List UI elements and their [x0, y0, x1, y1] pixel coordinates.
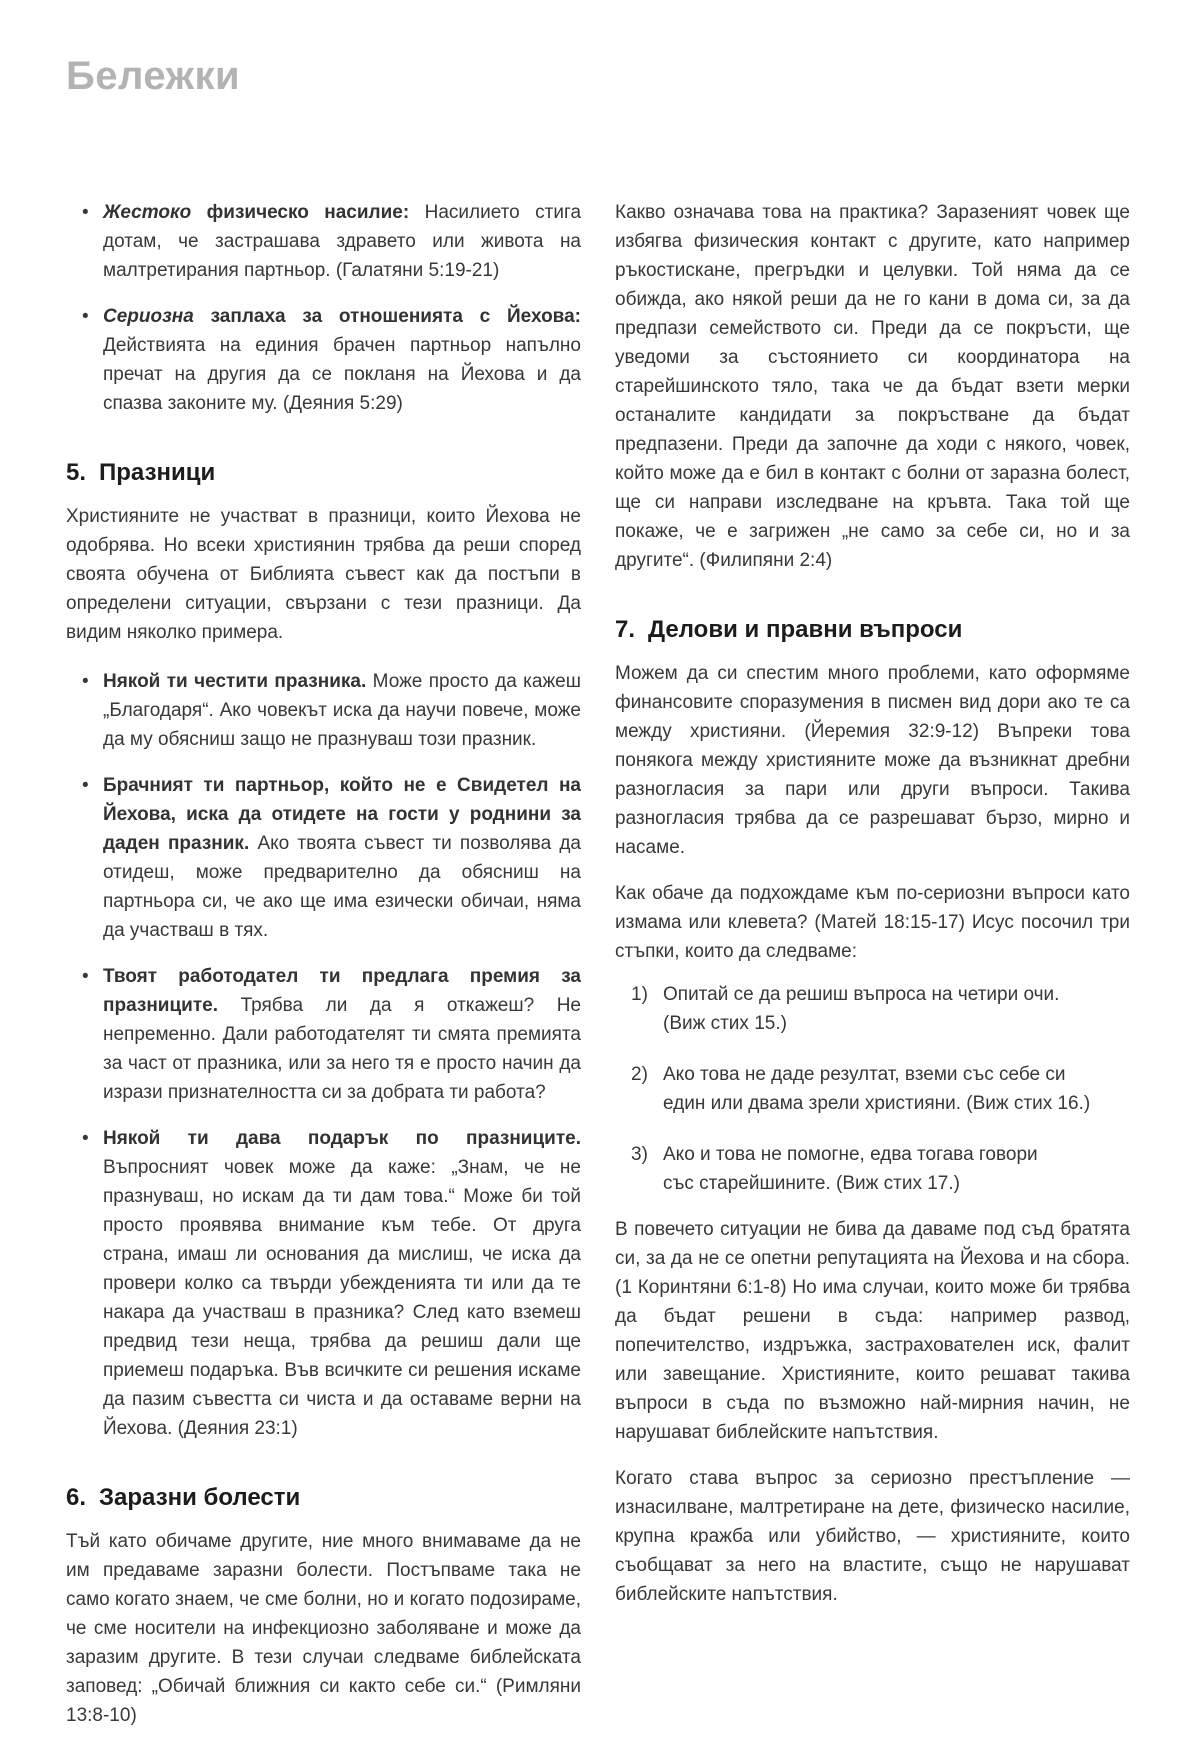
step-text — [663, 1140, 1130, 1198]
bullet-icon: • — [82, 966, 89, 987]
step-line: Ако това не даде резултат, вземи със себе си — [663, 1064, 1066, 1085]
section-title: Празници — [99, 459, 216, 486]
section-6-heading — [66, 1483, 581, 1513]
section-number: 6. — [66, 1484, 87, 1511]
step-number: 2) — [631, 1064, 648, 1085]
section-7-paragraph-1: Можем да си спестим много проблеми, като оформяме финансовите споразумения в писмен вид дори ако те са между християни. (Йеремия 32:9-12) Въпреки това понякога между християните може да възникнат дребни разногласия за пари или други въпроси. Такива разногласия трябва да се разрешават бързо, мирно и насаме. — [615, 663, 1130, 858]
bullet-text: Действията на единия брачен партньор напълно пречат на другия да се покланя на Йехова и да спазва законите му. (Деяния 5:29) — [103, 335, 581, 414]
bullet-lead-bold: Твоят работодател ти предлага премия за празниците. — [103, 966, 581, 1016]
step-line: Ако и това не помогне, едва тогава говори — [663, 1144, 1038, 1165]
contagion-practice-paragraph: Какво означава това на практика? Заразеният човек ще избягва физическия контакт с другите, като например ръкостискане, прегръдки и целувки. Той няма да се обижда, ако някой реши да не го кани в дома си, за да предпази семейството си. Преди да се покръсти, ще уведоми за състоянието си координатора на старейшинското тяло, така че да бъдат взети мерки останалите кандидати за покръстване да бъдат предпазени. Преди да започне да ходи с някого, човек, който може да е бил в контакт с болни от заразна болест, ще си направи изследване на кръвта. Така той ще покаже, че е загрижен „не само за себе си, но и за другите“. (Филипяни 2:4) — [615, 202, 1130, 571]
bullet-lead-bold: физическо насилие: — [206, 202, 410, 223]
bullet-lead-bold: Някой ти дава подарък по празниците. — [103, 1128, 581, 1149]
page-title: Бележки — [66, 54, 241, 98]
bullet-text: Трябва ли да я откажеш? Не непременно. Дали работодателят ти смята премията за част от празника, или за него тя е просто начин да изрази признателността си за добрата ти работа? — [103, 995, 581, 1103]
bullet-lead-bold: заплаха за отношенията с Йехова: — [210, 306, 582, 327]
dispute-steps-list — [615, 980, 1130, 1198]
section-7-heading — [615, 615, 1130, 645]
bullet-text: Ако твоята съвест ти позволява да отидеш, може предварително да обясниш на партньора си, че ако ще има езически обичаи, няма да участваш в тях. — [103, 833, 582, 941]
holiday-examples-list — [66, 667, 581, 1443]
section-6-paragraph: Тъй като обичаме другите, ние много внимаваме да не им предаваме заразни болести. Постъпваме така не само когато знаем, че сме болни, но и когато подозираме, че сме носители на инфекциозно заболяване и може да заразим другите. В тези случаи следваме библейската заповед: „Обичай ближния си както себе си.“ (Римляни 13:8-10) — [66, 1531, 581, 1726]
bullet-text: Насилието стига дотам, че застрашава здравето или живота на малтретирания партньор. (Галатяни 5:19-21) — [103, 202, 582, 281]
step-item-3 — [615, 1140, 1130, 1198]
step-text — [663, 980, 1130, 1038]
section-7-paragraph-3: В повечето ситуации не бива да даваме под съд братята си, за да не се опетни репутацията на Йехова и на сбора. (1 Коринтяни 6:1-8) Но има случаи, които може би трябва да бъдат решени в съда: например развод, попечителство, издръжка, застрахователен иск, фалит или завещание. Християните, които решават такива въпроси в съда по възможно най-мирния начин, не нарушават библейските напътствия. — [615, 1219, 1130, 1443]
bullet-lead-italic: Жестоко — [103, 202, 192, 223]
step-line: със старейшините. (Виж стих 17.) — [663, 1173, 960, 1194]
severe-violence-bullet — [66, 198, 581, 285]
step-item-1 — [615, 980, 1130, 1038]
section-title: Делови и правни въпроси — [648, 616, 963, 643]
two-column-layout — [66, 198, 1130, 1747]
section-5-heading — [66, 458, 581, 488]
bullet-icon: • — [82, 306, 89, 327]
bullet-lead-bold: Брачният ти партньор, който не е Свидетел на Йехова, иска да отидете на гости у роднини за даден празник. — [103, 775, 581, 854]
bullet-lead-italic: Сериозна — [103, 306, 194, 327]
abuse-criteria-list — [66, 198, 581, 418]
step-line: Опитай се да решиш въпроса на четири очи. — [663, 984, 1060, 1005]
section-5-intro: Християните не участват в празници, които Йехова не одобрява. Но всеки християнин трябва да реши според своята обучена от Библията съвест как да постъпи в определени ситуации, свързани с тези празници. Да видим няколко примера. — [66, 506, 581, 643]
section-7-paragraph-2: Как обаче да подхождаме към по-сериозни въпроси като измама или клевета? (Матей 18:15-17) Исус посочил три стъпки, които да следваме: — [615, 883, 1130, 962]
left-column — [66, 198, 581, 1747]
bullet-icon: • — [82, 202, 89, 223]
bullet-lead-bold: Някой ти честити празника. — [103, 671, 367, 692]
section-7-paragraph-4: Когато става въпрос за сериозно престъпление — изнасилване, малтретиране на дете, физическо насилие, крупна кражба или убийство, — християните, които съобщават за него на властите, също не нарушават библейските напътствия. — [615, 1468, 1130, 1605]
step-item-2 — [615, 1060, 1130, 1118]
section-title: Заразни болести — [99, 1484, 301, 1511]
holiday-greeting-bullet — [66, 667, 581, 754]
step-text — [663, 1060, 1130, 1118]
holiday-gift-bullet — [66, 1124, 581, 1443]
bullet-text: Може просто да кажеш „Благодаря“. Ако човекът иска да научи повече, може да му обясниш защо не празнуваш този празник. — [103, 671, 581, 750]
step-number: 1) — [631, 984, 648, 1005]
section-number: 7. — [615, 616, 636, 643]
spouse-visit-bullet — [66, 771, 581, 945]
employer-bonus-bullet — [66, 962, 581, 1107]
bullet-icon: • — [82, 1128, 89, 1149]
bullet-text: Въпросният човек може да каже: „Знам, че не празнуваш, но искам да ти дам това.“ Може би той просто проявява внимание към тебе. От друга страна, имаш ли основания да мислиш, че иска да провери колко са твърди убежденията ти или да те накара да участваш в празника? След като вземеш предвид тези неща, трябва да решиш дали ще приемеш подаръка. Във всичките си решения искаме да пазим съвестта си чиста и да оставаме верни на Йехова. (Деяния 23:1) — [103, 1157, 581, 1439]
bullet-icon: • — [82, 775, 89, 796]
bullet-icon: • — [82, 671, 89, 692]
step-line: един или двама зрели християни. (Виж стих 16.) — [663, 1093, 1091, 1114]
step-line: (Виж стих 15.) — [663, 1013, 787, 1034]
step-number: 3) — [631, 1144, 648, 1165]
section-number: 5. — [66, 459, 87, 486]
right-column — [615, 198, 1130, 1626]
relationship-threat-bullet — [66, 302, 581, 418]
